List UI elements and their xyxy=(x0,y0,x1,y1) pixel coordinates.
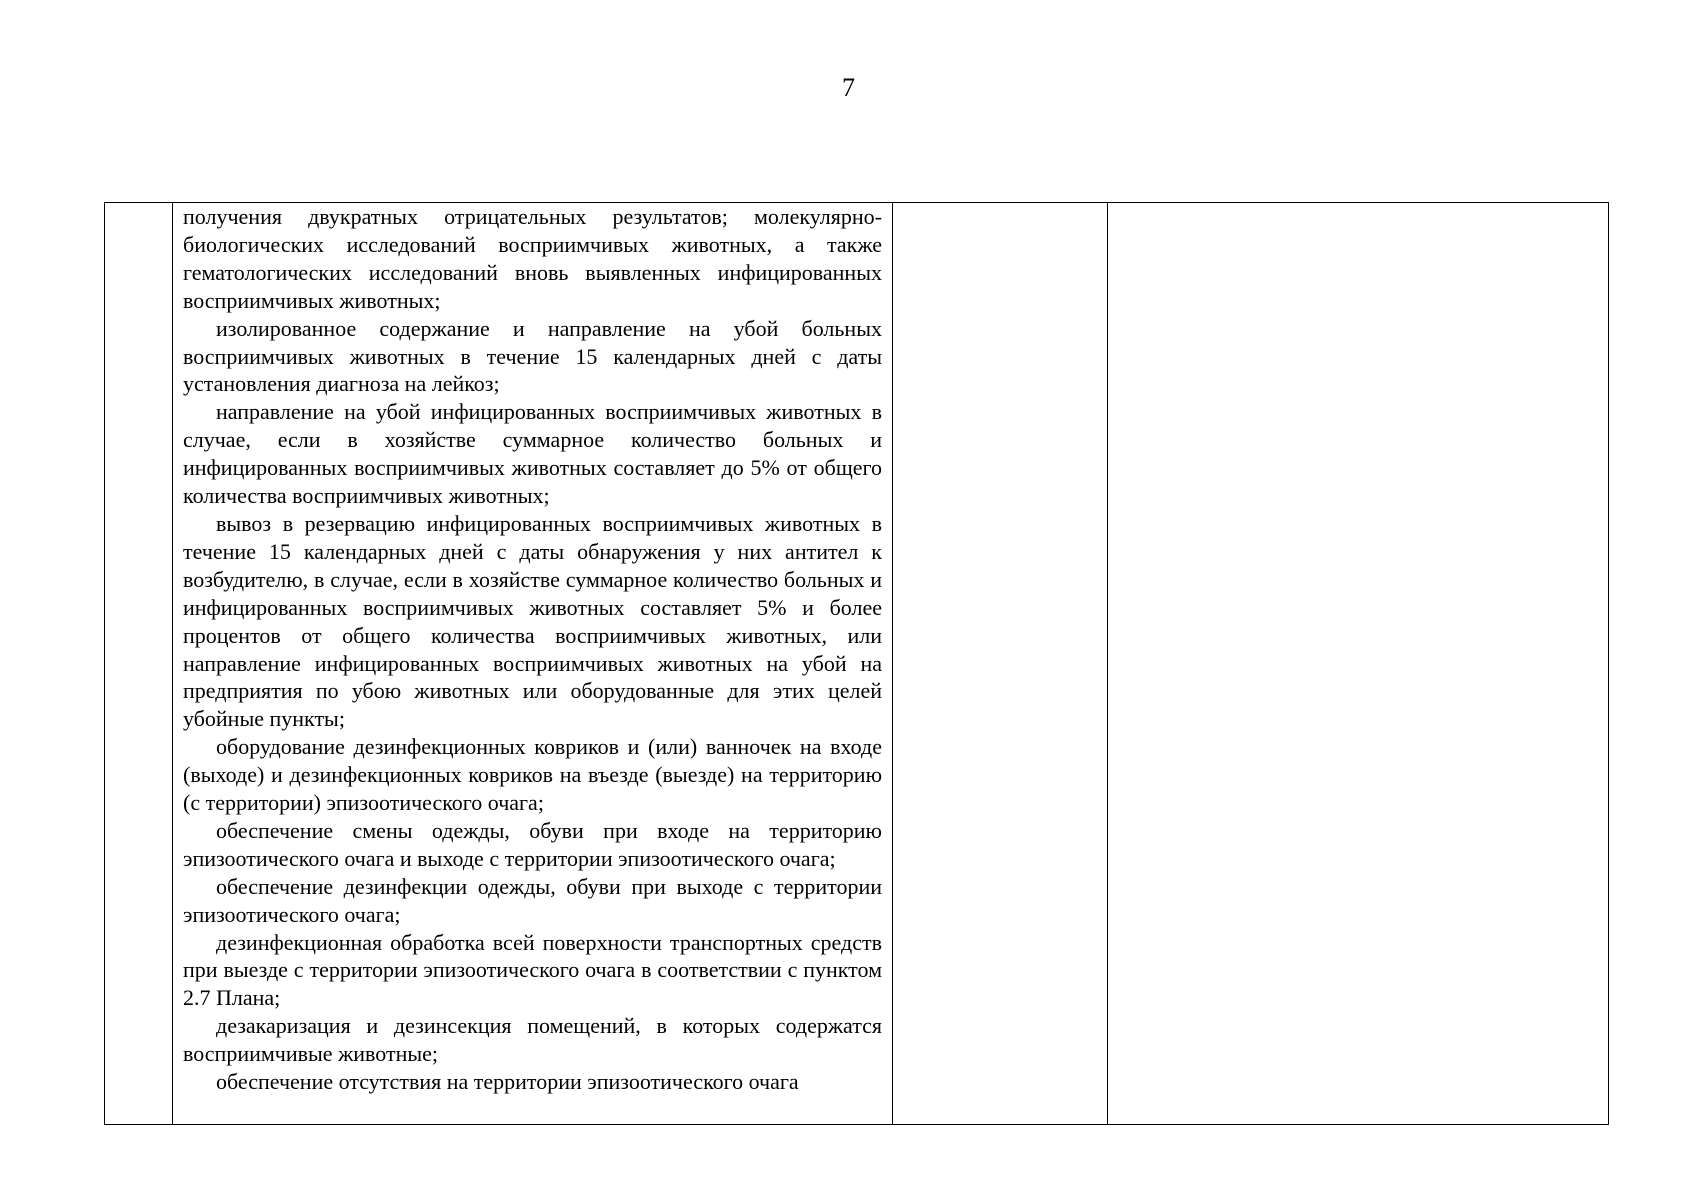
measure-paragraph: обеспечение отсутствия на территории эпизоотического очага xyxy=(216,1069,799,1095)
page-number: 7 xyxy=(842,73,855,102)
measure-paragraph: направление на убой инфицированных восприимчивых животных в случае, если в хозяйстве суммарное количество больных и инфицированных восприимчивых животных составляет до 5% от общего количества восприимчивых животных; xyxy=(183,399,882,509)
measure-paragraph: обеспечение дезинфекции одежды, обуви при выходе с территории эпизоотического очага; xyxy=(183,873,882,927)
measures-table xyxy=(104,202,1609,1125)
measure-paragraph: оборудование дезинфекционных ковриков и (или) ванночек на входе (выходе) и дезинфекционных ковриков на въезде (выезде) на территорию (с территории) эпизоотического очага; xyxy=(183,734,882,816)
measures-cell xyxy=(173,203,893,1125)
measure-paragraph: изолированное содержание и направление на убой больных восприимчивых животных в течение 15 календарных дней с даты установления диагноза на лейкоз; xyxy=(183,315,882,397)
row-number-cell xyxy=(105,203,173,1125)
deadline-cell xyxy=(893,203,1108,1125)
responsible-cell xyxy=(1108,203,1609,1125)
measure-paragraph: дезинфекционная обработка всей поверхности транспортных средств при выезде с территории эпизоотического очага в соответствии с пунктом 2.7 Плана; xyxy=(183,929,882,1011)
table-row xyxy=(105,203,1609,1125)
measure-paragraph: обеспечение смены одежды, обуви при входе на территорию эпизоотического очага и выходе с территории эпизоотического очага; xyxy=(183,817,882,871)
measure-paragraph: получения двукратных отрицательных результатов; молекулярно-биологических исследований восприимчивых животных, а также гематологических исследований вновь выявленных инфицированных восприимчивых животных; xyxy=(183,204,882,313)
measure-paragraph: дезакаризация и дезинсекция помещений, в которых содержатся восприимчивые животные; xyxy=(183,1013,882,1067)
measure-paragraph: вывоз в резервацию инфицированных восприимчивых животных в течение 15 календарных дней с даты обнаружения у них антител к возбудителю, в случае, если в хозяйстве суммарное количество больных и инфицированных восприимчивых животных составляет 5% и более процентов от общего количества восприимчивых животных, или направление инфицированных восприимчивых животных на убой на предприятия по убою животных или оборудованные для этих целей убойные пункты; xyxy=(183,510,882,732)
